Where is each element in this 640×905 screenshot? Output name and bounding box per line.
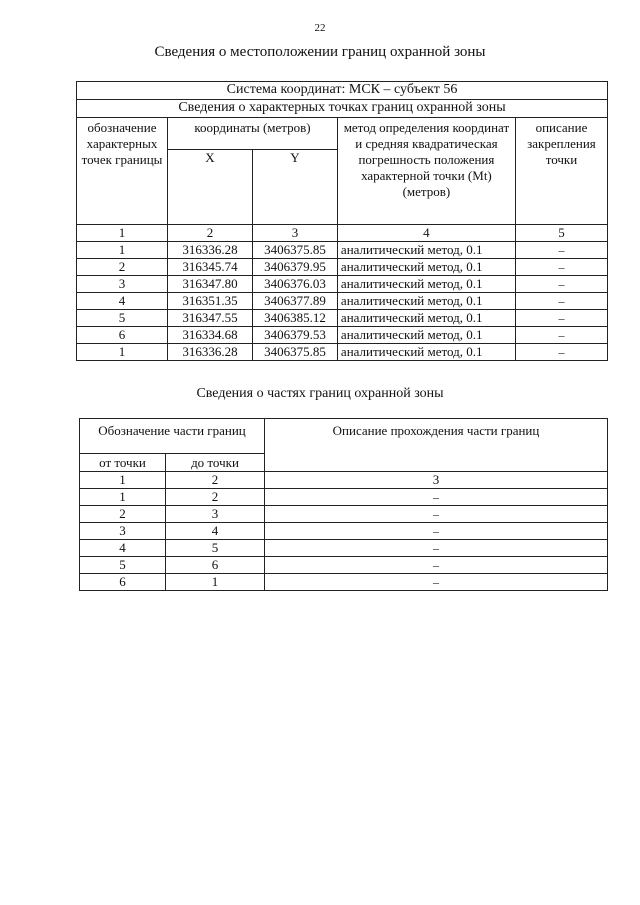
table-row (80, 506, 608, 523)
points-body (77, 242, 608, 361)
header-x: X (168, 150, 253, 225)
column-number: 4 (337, 225, 515, 242)
description-cell: – (515, 242, 607, 259)
part-description: – (265, 523, 608, 540)
to-point: 1 (166, 574, 265, 591)
part-description: – (265, 574, 608, 591)
coord-x: 316334.68 (168, 327, 253, 344)
to-point: 2 (166, 489, 265, 506)
point-number: 5 (77, 310, 168, 327)
method-cell: аналитический метод, 0.1 (337, 259, 515, 276)
method-cell: аналитический метод, 0.1 (337, 344, 515, 361)
method-cell: аналитический метод, 0.1 (337, 276, 515, 293)
part-description: – (265, 489, 608, 506)
coord-y: 3406379.95 (252, 259, 337, 276)
part-description: – (265, 540, 608, 557)
parts-body (80, 489, 608, 591)
to-point: 4 (166, 523, 265, 540)
point-number: 3 (77, 276, 168, 293)
from-point: 5 (80, 557, 166, 574)
column-numbers-row (80, 472, 608, 489)
description-cell: – (515, 259, 607, 276)
column-number: 3 (252, 225, 337, 242)
header-method: метод определения координат и средняя квадратическая погрешность положения характерной точки (Mt) (метров) (337, 118, 515, 225)
table-row (80, 489, 608, 506)
column-number: 3 (265, 472, 608, 489)
from-point: 2 (80, 506, 166, 523)
points-heading: Сведения о характерных точках границ охранной зоны (77, 100, 608, 118)
coord-y: 3406385.12 (252, 310, 337, 327)
part-description: – (265, 506, 608, 523)
coord-y: 3406379.53 (252, 327, 337, 344)
coord-y: 3406376.03 (252, 276, 337, 293)
section1-title: Сведения о местоположении границ охранной зоны (154, 44, 486, 60)
column-number: 2 (168, 225, 253, 242)
from-point: 6 (80, 574, 166, 591)
to-point: 3 (166, 506, 265, 523)
from-point: 4 (80, 540, 166, 557)
point-number: 2 (77, 259, 168, 276)
from-point: 3 (80, 523, 166, 540)
point-number: 4 (77, 293, 168, 310)
point-number: 1 (77, 344, 168, 361)
coord-x: 316347.55 (168, 310, 253, 327)
header-y: Y (252, 150, 337, 225)
column-numbers-row (77, 225, 608, 242)
point-number: 6 (77, 327, 168, 344)
page-number: 22 (314, 22, 326, 34)
table-row (80, 557, 608, 574)
method-cell: аналитический метод, 0.1 (337, 293, 515, 310)
to-point: 5 (166, 540, 265, 557)
coord-y: 3406375.85 (252, 344, 337, 361)
boundary-parts-table (79, 418, 608, 591)
method-cell: аналитический метод, 0.1 (337, 242, 515, 259)
coord-x: 316336.28 (168, 344, 253, 361)
coord-x: 316351.35 (168, 293, 253, 310)
table-row (80, 523, 608, 540)
coord-y: 3406377.89 (252, 293, 337, 310)
description-cell: – (515, 344, 607, 361)
table-row (80, 540, 608, 557)
boundary-points-table (76, 81, 608, 361)
section2-title: Сведения о частях границ охранной зоны (196, 386, 444, 401)
header-to: до точки (166, 454, 265, 472)
table-row (77, 259, 608, 276)
column-number: 1 (77, 225, 168, 242)
table-row (80, 574, 608, 591)
table-row (77, 327, 608, 344)
point-number: 1 (77, 242, 168, 259)
to-point: 6 (166, 557, 265, 574)
coord-x: 316345.74 (168, 259, 253, 276)
coord-y: 3406375.85 (252, 242, 337, 259)
description-cell: – (515, 276, 607, 293)
method-cell: аналитический метод, 0.1 (337, 327, 515, 344)
column-number: 5 (515, 225, 607, 242)
header-description: описание закрепления точки (515, 118, 607, 225)
coord-x: 316336.28 (168, 242, 253, 259)
coord-system: Система координат: МСК – субъект 56 (77, 82, 608, 100)
method-cell: аналитический метод, 0.1 (337, 310, 515, 327)
header-part: Обозначение части границ (80, 419, 265, 454)
coord-x: 316347.80 (168, 276, 253, 293)
description-cell: – (515, 327, 607, 344)
table-row (77, 344, 608, 361)
header-coordinates: координаты (метров) (168, 118, 338, 150)
part-description: – (265, 557, 608, 574)
header-from: от точки (80, 454, 166, 472)
from-point: 1 (80, 489, 166, 506)
description-cell: – (515, 310, 607, 327)
table-row (77, 293, 608, 310)
description-cell: – (515, 293, 607, 310)
header-part-description: Описание прохождения части границ (265, 419, 608, 472)
table-row (77, 310, 608, 327)
table-row (77, 242, 608, 259)
column-number: 1 (80, 472, 166, 489)
table-row (77, 276, 608, 293)
header-designation: обозначение характерных точек границы (77, 118, 168, 225)
column-number: 2 (166, 472, 265, 489)
